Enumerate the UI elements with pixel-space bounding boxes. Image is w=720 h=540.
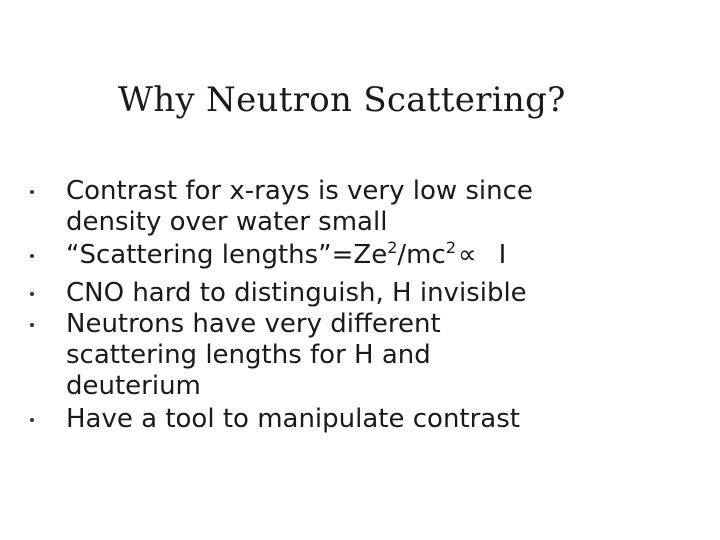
bullet-formula-line bbox=[66, 240, 690, 271]
bullet-text-line: deuterium bbox=[66, 371, 201, 401]
formula-exponent: 2 bbox=[445, 238, 456, 257]
bullet-dot-icon bbox=[30, 323, 34, 327]
bullet-item-xray-contrast bbox=[30, 176, 690, 238]
bullet-item-scattering-lengths bbox=[30, 240, 690, 271]
bullet-dot-icon bbox=[30, 292, 34, 296]
bullet-text-line: Neutrons have very different bbox=[66, 309, 441, 339]
formula-exponent: 2 bbox=[387, 238, 398, 257]
bullet-item-cno bbox=[30, 278, 690, 309]
formula-prefix: “Scattering lengths”=Ze bbox=[66, 240, 388, 270]
bullet-item-contrast-tool bbox=[30, 404, 690, 435]
slide-title: Why Neutron Scattering? bbox=[118, 80, 566, 120]
bullet-dot-icon bbox=[30, 418, 34, 422]
formula-middle: /mc bbox=[397, 240, 446, 270]
bullet-text-line: scattering lengths for H and bbox=[66, 340, 431, 370]
bullet-text-line: Contrast for x-rays is very low since bbox=[66, 176, 533, 206]
bullet-text-line: CNO hard to distinguish, H invisible bbox=[66, 278, 527, 308]
bullet-dot-icon bbox=[30, 254, 34, 258]
bullet-list bbox=[30, 176, 690, 435]
formula-suffix: I bbox=[498, 240, 507, 270]
bullet-text-line: Have a tool to manipulate contrast bbox=[66, 404, 520, 434]
bullet-item-neutrons bbox=[30, 309, 690, 402]
proportional-symbol: ∝ bbox=[458, 240, 477, 270]
bullet-dot-icon bbox=[30, 190, 34, 194]
bullet-text-line: density over water small bbox=[66, 207, 388, 237]
